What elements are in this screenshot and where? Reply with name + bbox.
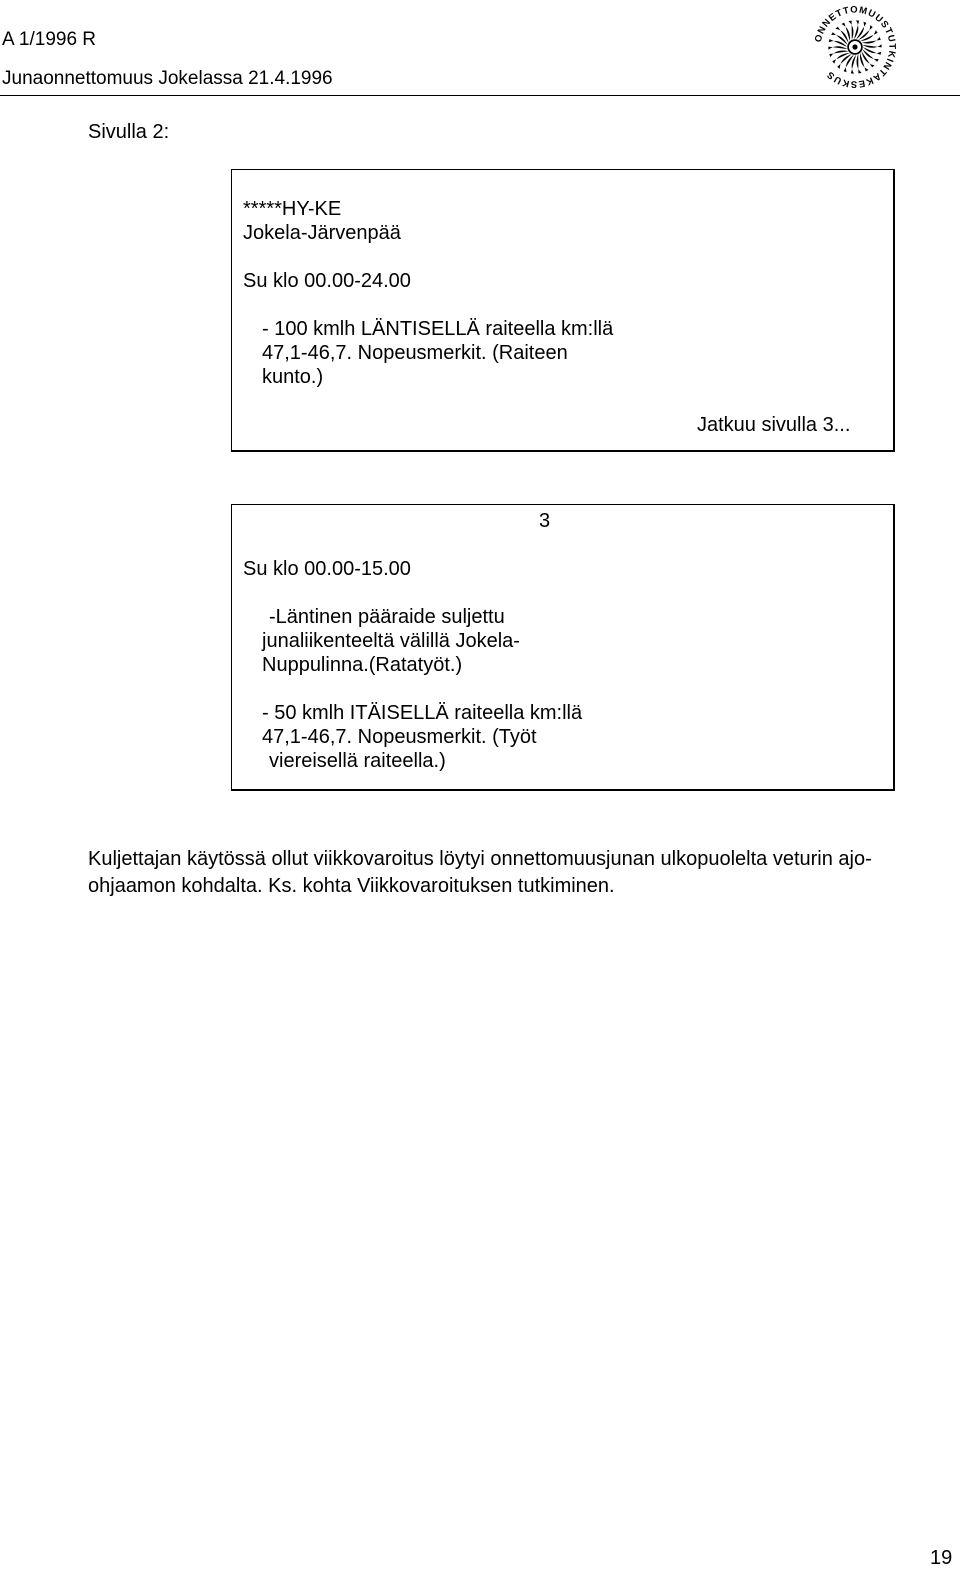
- notice1-line-6: kunto.): [262, 366, 324, 388]
- notice1-line-1: *****HY-KE: [243, 198, 342, 220]
- notice2-line-2: -Läntinen pääraide suljettu: [269, 606, 505, 628]
- notice2-page-number: 3: [539, 510, 551, 532]
- report-id: A 1/1996 R: [2, 29, 97, 50]
- notice1-line-2: Jokela-Järvenpää: [243, 222, 401, 244]
- notice2-line-1: Su klo 00.00-15.00: [243, 558, 411, 580]
- report-title: Junaonnettomuus Jokelassa 21.4.1996: [2, 68, 333, 89]
- page-heading: Sivulla 2:: [88, 121, 170, 143]
- svg-text:ONNETTOMUUSTUTKINTAKESKUS: ONNETTOMUUSTUTKINTAKESKUS: [812, 4, 898, 90]
- notice1-line-4: - 100 kmlh LÄNTISELLÄ raiteella km:llä: [262, 318, 614, 340]
- notice1-line-3: Su klo 00.00-24.00: [243, 270, 411, 292]
- notice2-line-3: junaliikenteeltä välillä Jokela-: [262, 630, 520, 652]
- onnettomuustutkintakeskus-seal-logo: [812, 4, 898, 90]
- notice1-continued: Jatkuu sivulla 3...: [697, 414, 851, 436]
- notice2-line-6: 47,1-46,7. Nopeusmerkit. (Työt: [262, 726, 537, 748]
- notice2-line-7: viereisellä raiteella.): [269, 750, 446, 772]
- header-divider: [0, 95, 960, 96]
- paragraph-line-2: ohjaamon kohdalta. Ks. kohta Viikkovaroituksen tutkiminen.: [88, 875, 615, 897]
- footer-page-number: 19: [930, 1547, 953, 1569]
- notice2-line-4: Nuppulinna.(Ratatyöt.): [262, 654, 463, 676]
- notice2-line-5: - 50 kmlh ITÄISELLÄ raiteella km:llä: [262, 702, 583, 724]
- paragraph-line-1: Kuljettajan käytössä ollut viikkovaroitus löytyi onnettomuusjunan ulkopuolelta veturin ajo-: [88, 848, 872, 870]
- notice1-line-5: 47,1-46,7. Nopeusmerkit. (Raiteen: [262, 342, 568, 364]
